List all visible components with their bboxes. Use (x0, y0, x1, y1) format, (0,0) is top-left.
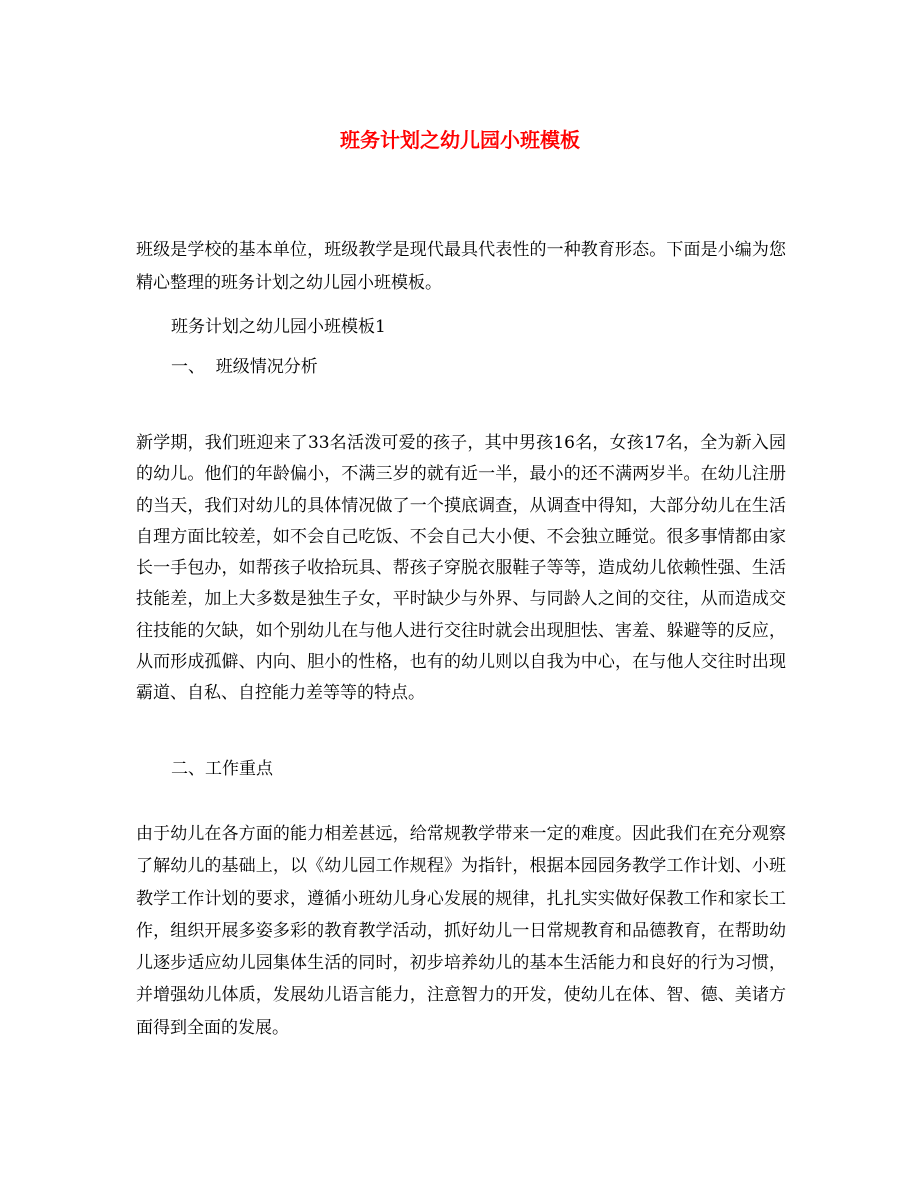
section1-heading: 一、 班级情况分析 (171, 357, 318, 377)
section2-heading: 二、工作重点 (171, 759, 273, 779)
template-subtitle: 班务计划之幼儿园小班模板1 (171, 317, 386, 337)
section1-body: 新学期，我们班迎来了33名活泼可爱的孩子，其中男孩16名，女孩17名，全为新入园的幼儿。他们的年龄偏小，不满三岁的就有近一半，最小的还不满两岁半。在幼儿注册的当天，我们对幼儿的具体情况做了一个摸底调查，从调查中得知，大部分幼儿在生活自理方面比较差，如不会自己吃饭、不会自己大小便、不会独立睡觉。很多事情都由家长一手包办，如帮孩子收拾玩具、帮孩子穿脱衣服鞋子等等，造成幼儿依赖性强、生活技能差，加上大多数是独生子女，平时缺少与外界、与同龄人之间的交往，从而造成交往技能的欠缺，如个别幼儿在与他人进行交往时就会出现胆怯、害羞、躲避等的反应，从而形成孤僻、内向、胆小的性格，也有的幼儿则以自我为中心，在与他人交往时出现霸道、自私、自控能力差等等的特点。 (136, 433, 786, 704)
section2-body: 由于幼儿在各方面的能力相差甚远，给常规教学带来一定的难度。因此我们在充分观察了解幼儿的基础上，以《幼儿园工作规程》为指针，根据本园园务教学工作计划、小班教学工作计划的要求，遵循小班幼儿身心发展的规律，扎扎实实做好保教工作和家长工作，组织开展多姿多彩的教育教学活动，抓好幼儿一日常规教育和品德教育，在帮助幼儿逐步适应幼儿园集体生活的同时，初步培养幼儿的基本生活能力和良好的行为习惯，并增强幼儿体质，发展幼儿语言能力，注意智力的开发，使幼儿在体、智、德、美诸方面得到全面的发展。 (136, 824, 786, 1038)
document-title: 班务计划之幼儿园小班模板 (340, 128, 580, 152)
intro-paragraph: 班级是学校的基本单位，班级教学是现代最具代表性的一种教育形态。下面是小编为您精心整理的班务计划之幼儿园小班模板。 (136, 240, 786, 293)
